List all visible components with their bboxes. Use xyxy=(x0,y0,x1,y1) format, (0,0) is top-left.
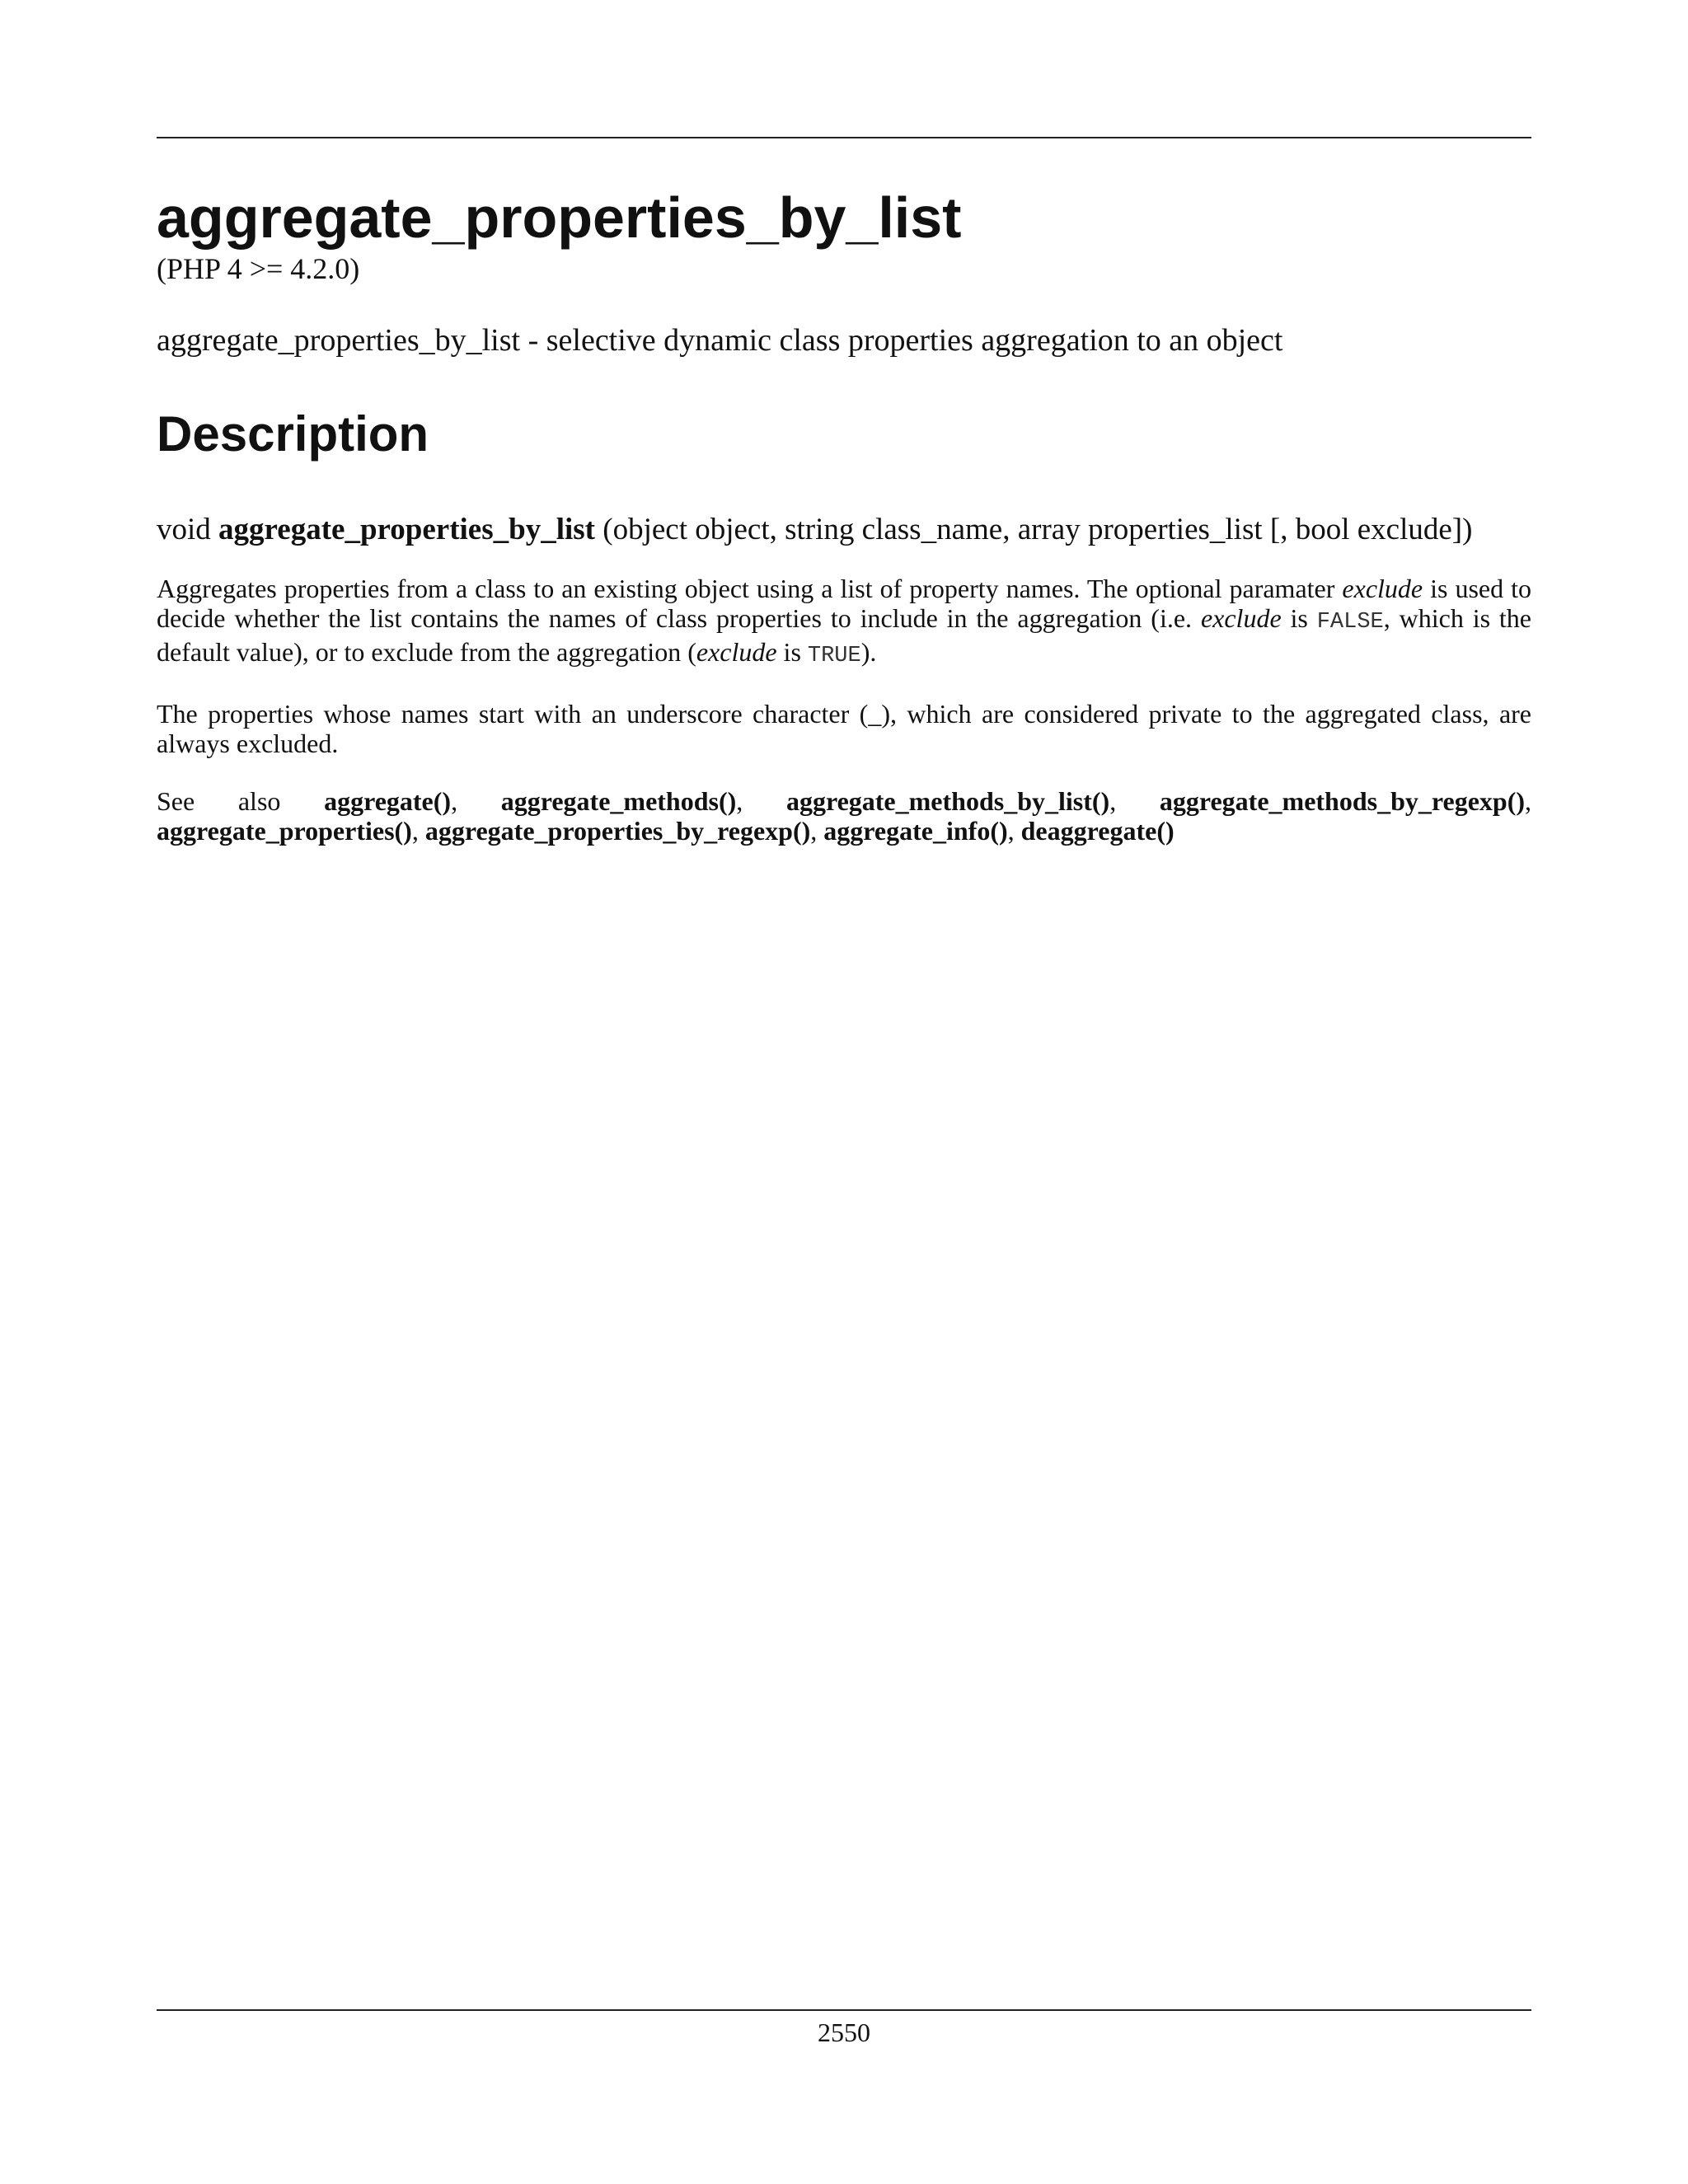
function-params: (object object, string class_name, array properties_list [, bool exclude]) xyxy=(603,512,1473,546)
link-separator: , xyxy=(1525,785,1532,816)
text-run: ). xyxy=(860,636,877,667)
see-also-link[interactable]: deaggregate() xyxy=(1020,815,1175,846)
description-paragraph xyxy=(157,574,1531,671)
page-title: aggregate_properties_by_list xyxy=(157,185,962,250)
function-name: aggregate_properties_by_list xyxy=(218,512,595,546)
function-summary: aggregate_properties_by_list - selective dynamic class properties aggregation to an object xyxy=(157,323,1283,359)
constant-true: TRUE xyxy=(807,643,861,668)
link-separator: , xyxy=(736,785,786,816)
param-emphasis: exclude xyxy=(1200,602,1282,633)
see-also-link[interactable]: aggregate_methods_by_list() xyxy=(785,785,1110,816)
see-also-links xyxy=(157,786,1531,846)
see-also-link[interactable]: aggregate_methods() xyxy=(500,785,737,816)
text-run: is xyxy=(1281,602,1317,633)
link-separator: , xyxy=(411,815,425,846)
link-separator: , xyxy=(451,785,501,816)
link-separator: , xyxy=(1007,815,1021,846)
page-content xyxy=(157,186,1531,846)
constant-false: FALSE xyxy=(1316,609,1384,635)
link-separator: , xyxy=(810,815,824,846)
return-type: void xyxy=(157,512,211,546)
description-heading: Description xyxy=(157,405,429,462)
param-emphasis: exclude xyxy=(1342,573,1423,603)
see-also-link[interactable]: aggregate_properties_by_regexp() xyxy=(424,815,811,846)
see-also-link[interactable]: aggregate_info() xyxy=(823,815,1008,846)
param-emphasis: exclude xyxy=(696,636,777,667)
private-properties-paragraph: The properties whose names start with an underscore character (_), which are considered private to the aggregated class, are always excluded. xyxy=(157,698,1531,758)
see-also-paragraph xyxy=(157,786,1531,846)
text-run: is used to decide whether the list contains the names of class properties to include in the aggregation (i.e. xyxy=(157,573,1532,633)
header-rule xyxy=(157,137,1531,138)
page-number: 2550 xyxy=(818,2018,870,2047)
see-also-prefix: See also xyxy=(157,785,325,816)
function-synopsis xyxy=(157,511,1531,549)
text-run: is xyxy=(776,636,808,667)
see-also-link[interactable]: aggregate_properties() xyxy=(157,815,412,846)
text-run: , which is the default value), or to exclude from the aggregation ( xyxy=(157,602,1532,667)
see-also-link[interactable]: aggregate_methods_by_regexp() xyxy=(1159,785,1526,816)
see-also-link[interactable]: aggregate() xyxy=(324,785,452,816)
text-run: Aggregates properties from a class to an existing object using a list of property names. The optional paramater xyxy=(157,573,1343,603)
version-info: (PHP 4 >= 4.2.0) xyxy=(157,252,360,285)
footer-rule xyxy=(157,2009,1531,2011)
link-separator: , xyxy=(1109,785,1160,816)
